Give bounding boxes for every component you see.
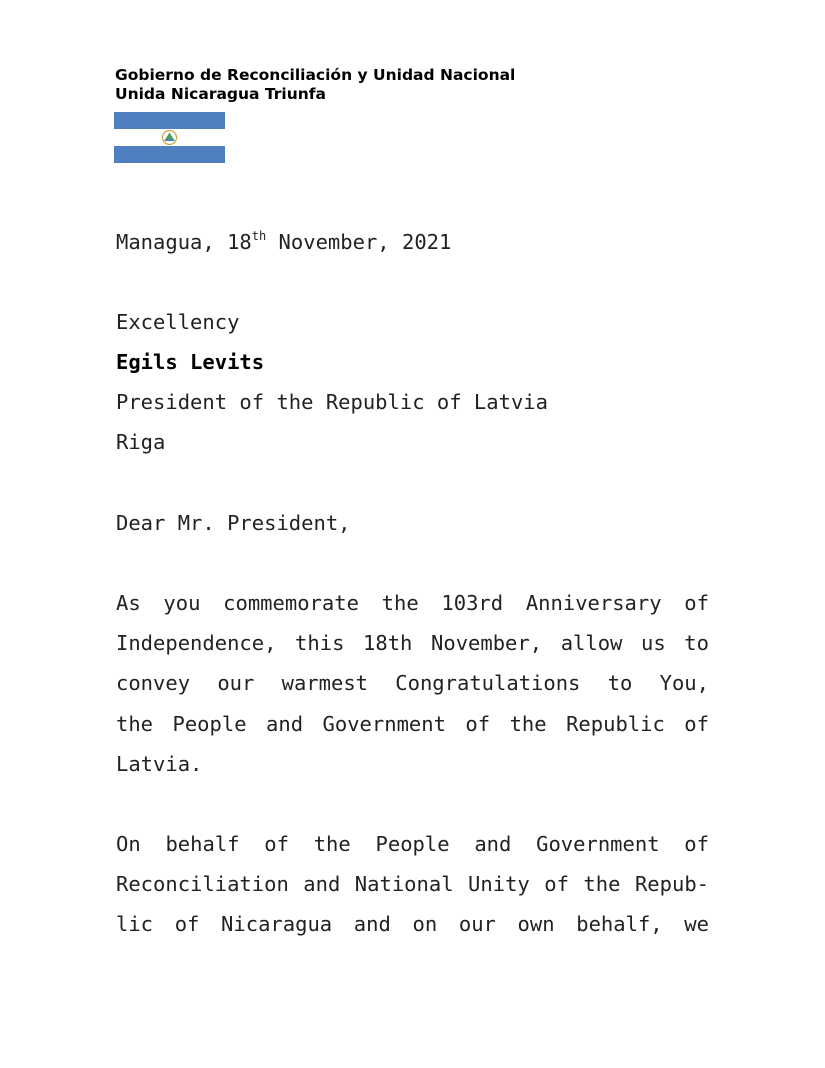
recipient-name: Egils Levits [116, 350, 265, 374]
paragraph-line: lic of Nicaragua and on our own behalf, we [116, 912, 709, 937]
paragraph-line: convey our warmest Congratulations to You, [116, 671, 709, 696]
letterhead-government-name: Gobierno de Reconciliación y Unidad Nacional [115, 66, 516, 84]
date-ordinal-suffix: th [251, 229, 267, 243]
paragraph-line: On behalf of the People and Government of [116, 832, 709, 856]
letterhead [115, 66, 515, 104]
paragraph-line: As you commemorate the 103rd Anniversary of [116, 591, 709, 615]
letter-date [116, 230, 451, 254]
paragraph-line: Latvia. [116, 751, 203, 776]
date-month-year: November, 2021 [266, 230, 452, 254]
date-day: Managua, 18 [116, 230, 252, 254]
paragraph-line: Reconciliation and National Unity of the Repub- [116, 872, 709, 897]
paragraph-line: Independence, this 18th November, allow us to [116, 631, 709, 656]
paragraph-on-behalf [116, 824, 709, 945]
paragraph-line: the People and Government of the Republic of [116, 711, 709, 736]
recipient-city: Riga [116, 430, 166, 454]
paragraph-congratulations [116, 583, 709, 784]
letterhead-slogan: Unida Nicaragua Triunfa [115, 85, 327, 103]
greeting: Dear Mr. President, [116, 511, 351, 535]
nicaragua-flag-icon [114, 112, 225, 163]
recipient-position: President of the Republic of Latvia [116, 390, 548, 414]
salutation-title: Excellency [116, 310, 240, 334]
